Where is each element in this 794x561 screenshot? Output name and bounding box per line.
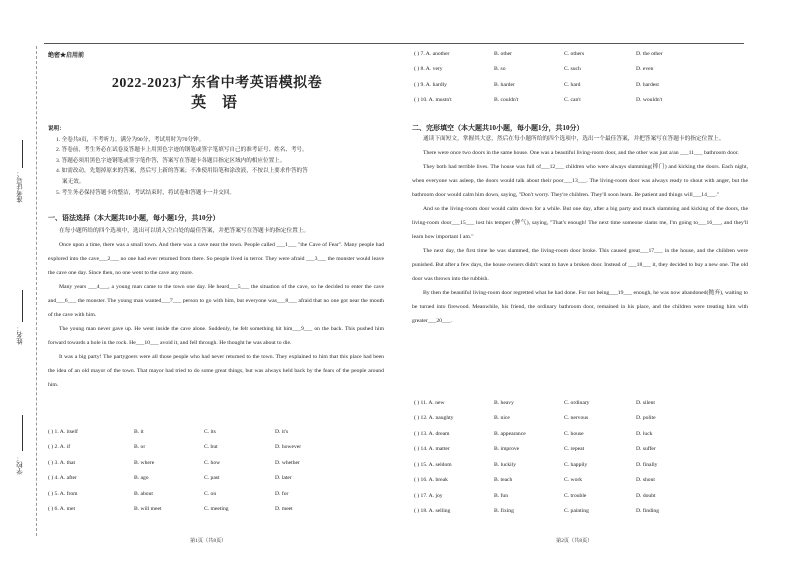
instruction-item: 案无效。 [62,178,85,185]
option-d: D. whether [275,459,300,466]
option-d: D. however [275,444,302,451]
passage-paragraph: It was a big party! The partygoers were all those people who had never returned to the town. They explained to him that this place had been the idea of an old mayor of the town. That mayor had tried to do some great things, but was always held back by the fears of the people around him. [48,354,384,388]
option-d: D. suffer [636,446,656,453]
option-row [48,424,388,440]
secret-label: 绝密★启用前 [48,53,85,59]
option-a: ( ) 8. A. very [414,66,443,73]
option-c: C. meeting [204,506,229,513]
option-a: ( ) 7. A. another [414,50,450,57]
option-a: ( ) 4. A. after [48,475,77,482]
passage-paragraph: The young man never gave up. He went inside the cave alone. Suddenly, he felt something hit him___9___ on the back. This pushed him forward towards a hole in the rock. He___10___ avoid it, and fell through. He thought he was about to die. [48,326,384,346]
section2-passage [412,132,748,328]
passage-paragraph: Once upon a time, there was a small town. And there was a cave near the town. People called ___1___ "the Cave of Fear". Many people had explored into the cave___2___ no one had ever returned from there. So people lived in terror. They were afraid ___3___ the monster would leave the cave one day. Since then, no one went to the cave any more. [48,242,384,276]
option-c: C. on [204,490,217,497]
option-d: D. finally [636,461,658,468]
option-d: D. it's [275,428,289,435]
option-row [414,504,754,520]
option-c: C. trouble [564,492,587,499]
top-rule [44,43,744,44]
section1-options-continued [414,46,754,108]
option-c: C. nervous [564,415,589,422]
instructions-heading: 说明： [48,126,65,132]
footer-right: 第2页（共8页） [556,538,593,544]
option-c: C. ordinary [564,399,590,406]
option-b: B. other [494,50,513,57]
option-c: C. house [564,430,584,437]
footer-left: 第1页（共8页） [190,538,227,544]
option-row [414,457,754,473]
instruction-item: 4. 如需改动，先划掉原来的答案，然后写上新的答案；不准使用铅笔和涂改液，不按以上要求作答的答 [56,168,308,175]
option-a: ( ) 17. A. joy [414,492,443,499]
option-c: C. happily [564,461,588,468]
option-a: ( ) 2. A. if [48,444,71,451]
option-d: D. later [275,475,292,482]
option-b: B. luckily [494,461,517,468]
option-row [48,486,388,502]
option-a: ( ) 6. A. met [48,506,76,513]
option-b: B. where [134,459,155,466]
option-d: D. doubt [636,492,656,499]
option-a: ( ) 3. A. that [48,459,76,466]
option-b: B. fixing [494,508,514,515]
option-b: B. teach [494,477,513,484]
option-d: D. silent [636,399,655,406]
page-title: 2022-2023广东省中考英语模拟卷 [111,76,323,91]
passage-paragraph: The next day, the first time he was slammed, the living-room door broke. This caused great___17___ in the house, and the children were punished. But after a few days, the house owners didn't want to have a broken door. Instead of ___18___ it, they decided to buy a new one. The old door was thrown into the rubbish. [412,248,748,282]
option-d: D. shout [636,477,655,484]
passage-paragraph: They both had terrible lives. The house was full of___12___ children who were always slamming(摔门) and kicking the doors. Each night, when everyone was asleep, the doors would talk about their poor___13___. The living-room door was always ready to shout with anger, but the bathroom door would calm him down, saying, "Don't worry. They're children. They'll soon learn. Be patient and things will___14___." [412,164,748,198]
option-c: C. can't [564,97,581,104]
option-b: B. about [134,490,153,497]
option-c: C. but [204,444,218,451]
option-d: D. even [636,66,654,73]
option-row [414,46,754,62]
binding-line [36,46,37,536]
section1-heading: 一、语法选择（本大题共10小题，每小题1分，共10分） [48,214,220,222]
option-d: D. hardest [636,81,659,88]
option-a: ( ) 15. A. seldom [414,461,452,468]
passage-paragraph: By then the beautiful living-room door regretted what he had done. For not being___19___ enough, he was now abandoned(抛弃), waiting to be turned into firewood. Meanwhile, his friend, the ordinary bathroom door, remained in his place, and the children were treating him with greater___20___. [412,290,748,324]
section1-options [48,424,388,517]
instructions [48,124,383,198]
passage-paragraph: And so the living-room door would calm down for a while. But one day, after a big party and much slamming and kicking of the doors, the living-room door___15___ lost his temper (脾气), saying, "That's enough! The next time someone slams me, I'm going to___16___, and they'll learn how important I am." [412,206,748,240]
option-a: ( ) 13. A. dream [414,430,450,437]
option-a: ( ) 16. A. break [414,477,448,484]
option-b: B. it [134,428,144,435]
option-a: ( ) 10. A. mustn't [414,97,452,104]
option-d: D. luck [636,430,653,437]
option-row [414,77,754,93]
option-d: D. the other [636,50,663,57]
option-row [414,426,754,442]
instruction-item: 1. 全卷共8页，不考听力。满分为90分，考试用时为70分钟。 [56,136,205,143]
name-label: 姓名： [17,325,24,345]
passage-paragraph: There were once two doors in the same house. One was a beautiful living-room door, and the other was just a/an ___11___ bathroom door. [423,150,739,156]
passage-paragraph: Many years ___4___, a young man came to the town one day. He heard___5___ the situation of the cave, so he decided to enter the cave and___6___ the monster. The young man wanted___7___ person to go with him, but everyone was___8___ afraid that no one got near the mouth of the cave with him. [48,284,384,318]
option-c: C. such [564,66,581,73]
option-d: D. polite [636,415,656,422]
option-c: C. others [564,50,585,57]
option-d: D. meet [275,506,293,513]
option-c: C. repeat [564,446,585,453]
option-b: B. heavy [494,399,514,406]
option-a: ( ) 1. A. itself [48,428,78,435]
option-a: ( ) 14. A. matter [414,446,450,453]
option-row [48,440,388,456]
option-b: B. couldn't [494,97,519,104]
option-row [414,442,754,458]
option-a: ( ) 12. A. naughty [414,415,454,422]
section1-intro: 在每小题所给的四个选项中，选出可以填入空白处的最佳答案，并把答案写在答题卡的指定位置上。 [59,228,310,234]
option-row [414,395,754,411]
option-row [414,62,754,78]
exam-no-line [22,140,23,168]
option-a: ( ) 11. A. new [414,399,445,406]
option-c: C. its [204,428,216,435]
section1-passage [48,224,384,392]
option-row [48,502,388,518]
section2-options [414,395,754,519]
option-a: ( ) 18. A. selling [414,508,451,515]
name-line [22,290,23,322]
option-d: D. wouldn't [636,97,663,104]
instruction-item: 5. 考生务必保持答题卡的整洁，考试结束时，将试卷和答题卡一并交回。 [56,189,236,196]
section2-intro: 通读下面短文，掌握其大意，然后在每小题所给的四个选项中，选出一个最佳答案，并把答案写在答题卡的指定位置上。 [423,136,725,142]
instruction-item: 2. 答卷前，考生务必在试卷及答题卡上用黑色字迹的钢笔或签字笔填写自己的准考证号、姓名、考号。 [56,147,308,154]
option-a: ( ) 9. A. hardly [414,81,447,88]
option-b: B. fun [494,492,508,499]
exam-no-label: 准考证号： [17,170,24,203]
option-b: B. harder [494,81,515,88]
option-b: B. so [494,66,506,73]
option-b: B. appearance [494,430,526,437]
instruction-item: 3. 答题必须用黑色字迹钢笔或签字笔作答，答案写在答题卡各题目指定区域内的相应位置上。 [56,157,286,164]
option-row [414,473,754,489]
option-c: C. work [564,477,583,484]
option-b: B. or [134,444,146,451]
option-b: B. will meet [134,506,162,513]
option-row [414,411,754,427]
option-c: C. painting [564,508,589,515]
option-b: B. improve [494,446,520,453]
school-line [22,415,23,451]
school-label: 学校： [17,455,24,475]
option-c: C. how [204,459,221,466]
subject-title: 英 语 [191,95,243,111]
option-c: C. past [204,475,220,482]
option-b: B. ago [134,475,149,482]
option-d: D. finding [636,508,659,515]
option-c: C. hard [564,81,581,88]
option-b: B. nice [494,415,510,422]
option-d: D. for [275,490,289,497]
option-a: ( ) 5. A. from [48,490,78,497]
option-row [48,471,388,487]
option-row [48,455,388,471]
option-row [414,93,754,109]
option-row [414,488,754,504]
section2-heading: 二、完形填空（本大题共10小题，每小题1分，共10分） [412,124,584,132]
